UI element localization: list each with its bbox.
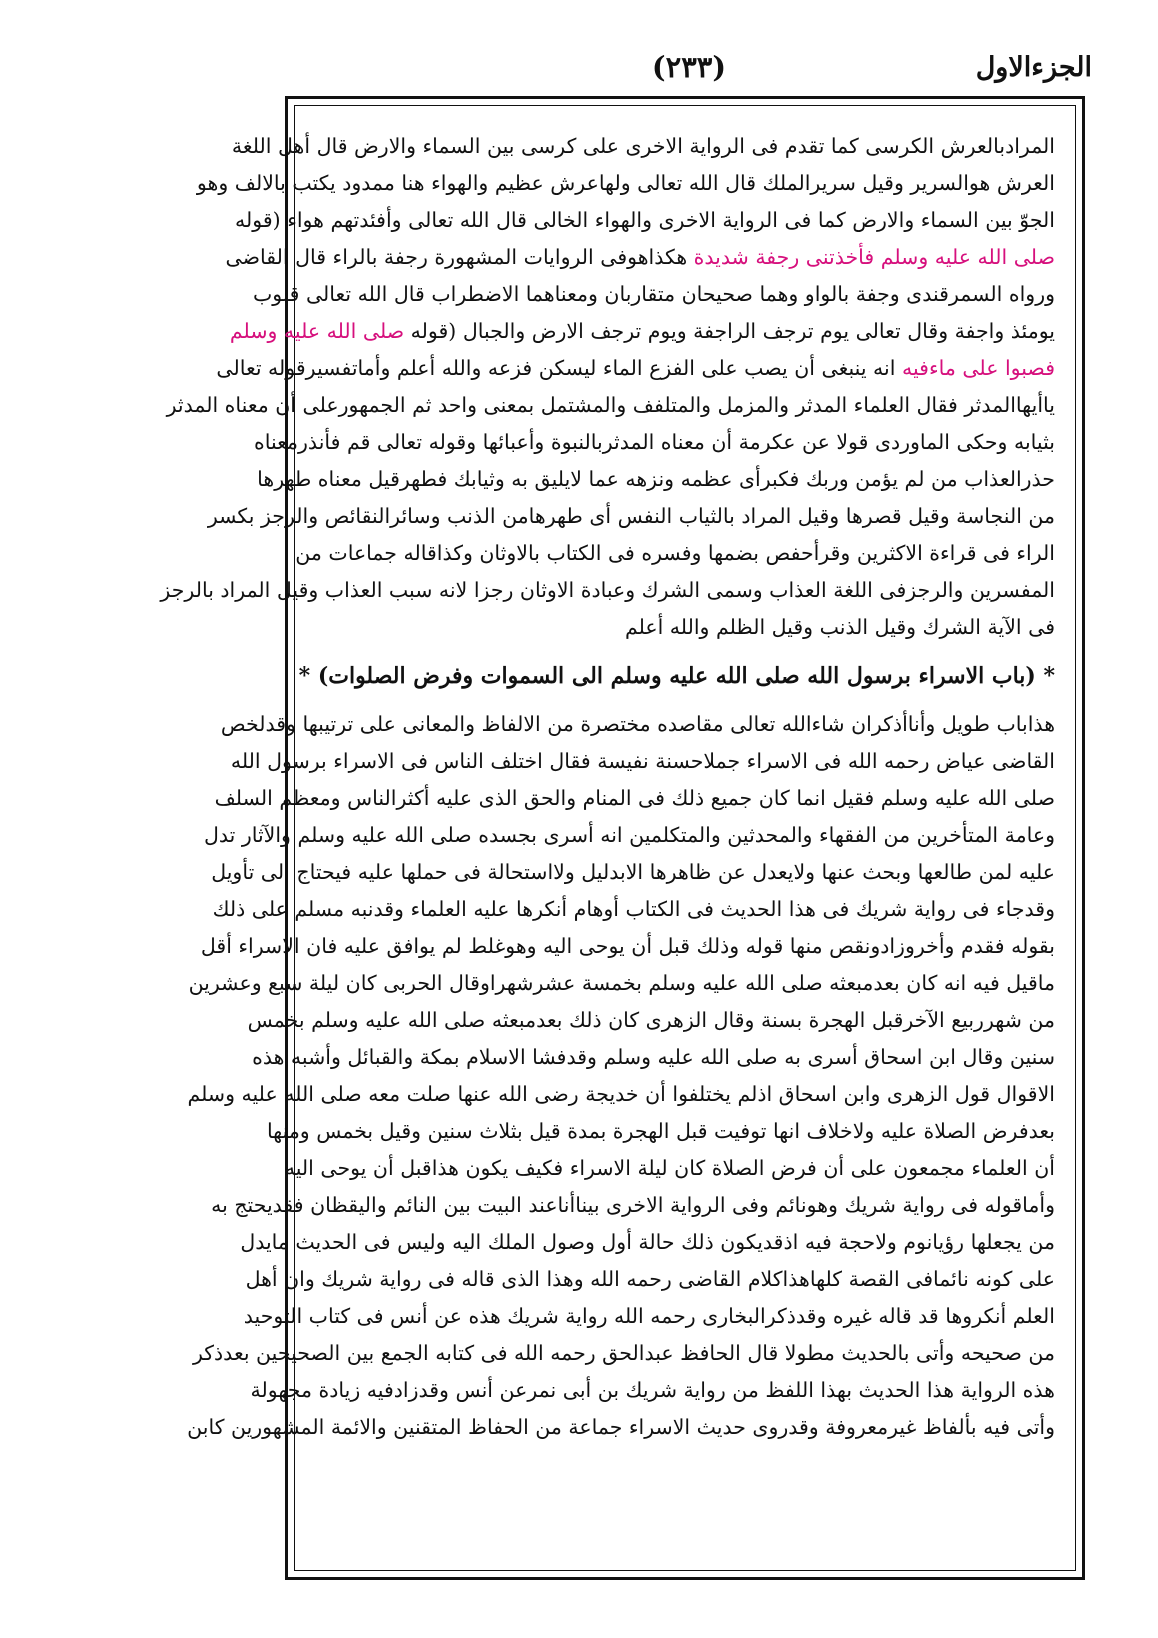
line-text: المفسرين والرجزفى اللغة العذاب وسمى الشرك وعبادة الاوثان رجزا لانه سبب العذاب وقيل المراد بالرجز <box>160 578 1055 602</box>
text-line <box>207 498 1055 535</box>
text-line <box>253 424 1055 461</box>
text-line <box>196 165 1055 202</box>
page-number: (٢٣٣) <box>651 50 727 84</box>
text-line <box>252 276 1055 313</box>
text-line <box>216 350 1055 387</box>
line-text: ياأيهاالمدثر فقال العلماء المدثر والمزمل والمتلفف والمشتمل بمعنى واحد ثم الجمهورعلى أن معناه المدثر <box>166 393 1055 417</box>
text-line: من يجعلها رؤيانوم ولاحجة فيه اذقديكون ذلك حالة أول وصول الملك اليه وليس فى الحديث مايدل <box>240 1230 1055 1254</box>
text-line <box>315 609 1055 646</box>
text-line <box>231 128 1055 165</box>
text-line: سنين وقال ابن اسحاق أسرى به صلى الله عليه وسلم وقدفشا الاسلام بمكة والقبائل وأشبه هذه <box>252 1045 1055 1069</box>
page-frame <box>160 96 1085 1580</box>
line-text: من النجاسة وقيل قصرها وقيل المراد بالثياب النفس أى طهرهامن الذنب وسائرالنقائص والرجز بكسر <box>207 504 1055 528</box>
highlighted-quote: فصبوا على ماءفيه <box>901 356 1055 380</box>
line-text: بثيابه وحكى الماوردى قولا عن عكرمة أن معناه المدثربالنبوة وأعبائها وقوله تعالى قم فأنذرمعناه <box>253 430 1055 454</box>
line-text: الجوّ بين السماء والارض كما فى الرواية الاخرى والهواء الخالى قال الله تعالى وأفئدتهم هواء (قوله <box>235 208 1055 232</box>
line-text: انه ينبغى أن يصب على الفزع الماء ليسكن فزعه والله أعلم وأماتفسيرقوله تعالى <box>216 356 902 380</box>
line-text: الراء فى قراءة الاكثرين وقرأحفص بضمها وفسره فى الكتاب بالاوثان وكذاقاله جماعات من <box>295 541 1055 565</box>
commentary-section <box>160 128 1055 646</box>
page-frame-inner-border <box>160 105 1076 1571</box>
text-line: وأتى فيه بألفاظ غيرمعروفة وقدروى حديث الاسراء جماعة من الحفاظ المتقنين والائمة المشهورين كابن <box>187 1415 1055 1439</box>
line-text: يومئذ واجفة وقال تعالى يوم ترجف الراجفة ويوم ترجف الارض والجبال (قوله <box>404 319 1055 343</box>
text-line: وقدجاء فى رواية شريك فى هذا الحديث فى الكتاب أوهام أنكرها عليه العلماء وقدنبه مسلم على ذلك <box>212 897 1055 921</box>
text-line <box>295 535 1055 572</box>
text-line <box>166 387 1055 424</box>
line-text: ورواه السمرقندى وجفة بالواو وهما صحيحان متقاربان ومعناهما الاضطراب قال الله تعالى قلوب <box>252 282 1055 306</box>
text-line: بعدفرض الصلاة عليه ولاخلاف انها توفيت قبل الهجرة بمدة قيل بثلاث سنين وقيل بخمس ومنها <box>266 1119 1055 1143</box>
page-header <box>286 44 1092 94</box>
text-line: وأماقوله فى رواية شريك وهونائم وفى الرواية الاخرى بيناأناعند البيت بين النائم واليقظان فقديحتج به <box>211 1193 1055 1217</box>
text-line: من شهرربيع الآخرقبل الهجرة بسنة وقال الزهرى كان ذلك بعدمبعثه صلى الله عليه وسلم بخمس <box>247 1008 1055 1032</box>
text-line: من صحيحه وأتى بالحديث مطولا قال الحافظ عبدالحق رحمه الله فى كتابه الجمع بين الصحيحين بعدذكر <box>192 1341 1055 1365</box>
text-line: أن العلماء مجمعون على أن فرض الصلاة كان ليلة الاسراء فكيف يكون هذاقبل أن يوحى اليه <box>284 1156 1055 1180</box>
highlighted-quote: صلى الله عليه وسلم <box>229 319 405 343</box>
page-body <box>160 128 1055 1552</box>
line-text: فى الآية الشرك وقيل الذنب وقيل الظلم والله أعلم <box>624 615 1055 639</box>
line-text: حذرالعذاب من لم يؤمن وربك فكبرأى عظمه ونزهه عما لايليق به وثيابك فطهرقيل معناه طهرها <box>257 467 1055 491</box>
text-line: الاقوال قول الزهرى وابن اسحاق اذلم يختلفوا أن خديجة رضى الله عنها صلت معه صلى الله عليه وسلم <box>187 1082 1055 1106</box>
text-line <box>160 572 1055 609</box>
line-text: المرادبالعرش الكرسى كما تقدم فى الرواية الاخرى على كرسى بين السماء والارض قال أهل اللغة <box>231 134 1055 158</box>
text-line: العلم أنكروها قد قاله غيره وقدذكرالبخارى رحمه الله رواية شريك هذه عن أنس فى كتاب التوحيد <box>243 1304 1055 1328</box>
text-line <box>225 239 1055 276</box>
text-line: صلى الله عليه وسلم فقيل انما كان جميع ذلك فى المنام والحق الذى عليه أكثرالناس ومعظم السلف <box>214 786 1055 810</box>
line-text: هكذاهوفى الروايات المشهورة رجفة بالراء قال القاضى <box>225 245 694 269</box>
text-line <box>229 313 1055 350</box>
text-line: هذاباب طويل وأناأذكران شاءالله تعالى مقاصده مختصرة من الالفاظ والمعانى على ترتيبها وقدلخص <box>220 712 1055 736</box>
chapter-heading: * (باب الاسراء برسول الله صلى الله عليه وسلم الى السموات وفرض الصلوات) * <box>298 663 1055 689</box>
line-text: العرش هوالسرير وقيل سريرالملك قال الله تعالى ولهاعرش عظيم والهواء هنا ممدود يكتب بالالف وهو <box>196 171 1055 195</box>
text-line: على كونه نائمافى القصة كلهاهذاكلام القاضى رحمه الله وهذا الذى قاله فى رواية شريك وان أهل <box>245 1267 1055 1291</box>
text-line: القاضى عياض رحمه الله فى الاسراء جملاحسنة نفيسة فقال اختلف الناس فى الاسراء برسول الله <box>230 749 1055 773</box>
text-line: بقوله فقدم وأخروزادونقص منها قوله وذلك قبل أن يوحى اليه وهوغلط لم يوافق عليه فان الاسراء أقل <box>200 934 1055 958</box>
volume-label: الجزءالاول <box>975 52 1092 83</box>
chapter-body <box>187 706 1055 1446</box>
text-line: ماقيل فيه انه كان بعدمبعثه صلى الله عليه وسلم بخمسة عشرشهراوقال الحربى كان ليلة سبع وعشرين <box>188 971 1055 995</box>
text-line: عليه لمن طالعها وبحث عنها ولايعدل عن ظاهرها الابدليل ولااستحالة فى حملها عليه فيحتاج الى تأويل <box>211 860 1055 884</box>
text-line: وعامة المتأخرين من الفقهاء والمحدثين والمتكلمين انه أسرى بجسده صلى الله عليه وسلم والآثار تدل <box>203 823 1055 847</box>
text-line <box>257 461 1055 498</box>
highlighted-quote: صلى الله عليه وسلم فأخذتنى رجفة شديدة <box>693 245 1055 269</box>
text-line: هذه الرواية هذا الحديث بهذا اللفظ من رواية شريك بن أبى نمرعن أنس وقدزادفيه زيادة مجهولة <box>250 1378 1055 1402</box>
text-line <box>235 202 1055 239</box>
